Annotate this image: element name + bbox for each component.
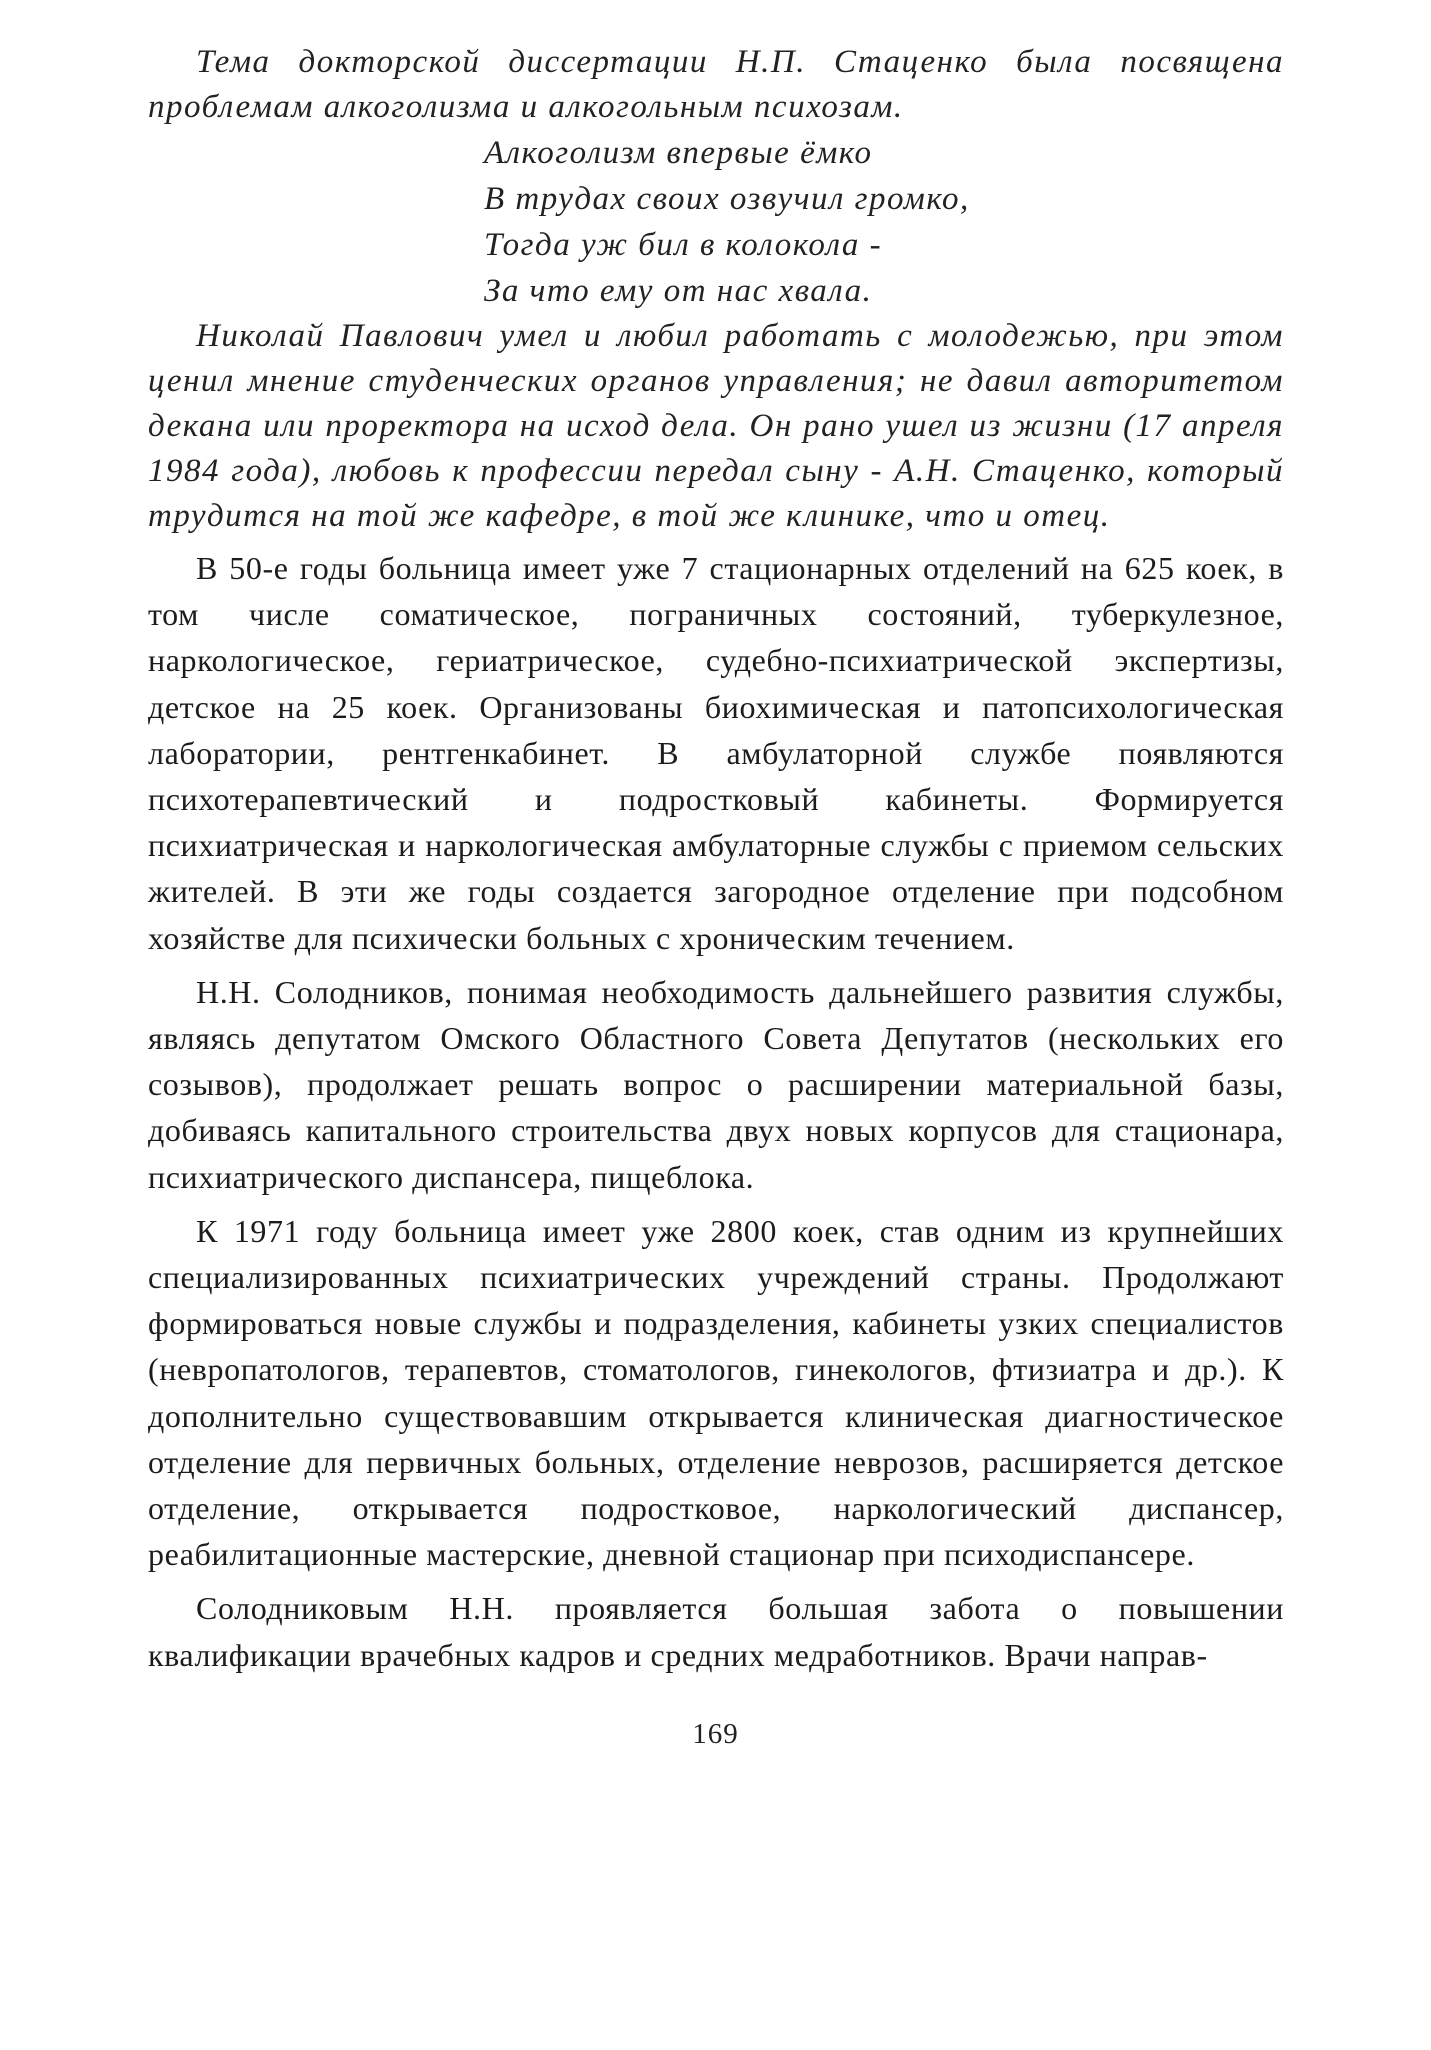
document-page [148,40,1284,1686]
body-paragraph: К 1971 году больница имеет уже 2800 коек, став одним из крупнейших специализированных психиатрических учреждений страны. Продолжают формироваться новые службы и подразделения, кабинеты узких специалистов (невропатологов, терапевтов, стоматологов, гинекологов, фтизиатра и др.). К дополнительно существовавшим открывается клиническая диагностическое отделение для первичных больных, отделение неврозов, расширяется детское отделение, открывается подростковое, наркологический диспансер, реабилитационные мастерские, дневной стационар при психодиспансере. [148,1212,1284,1573]
intro-paragraph: Тема докторской диссертации Н.П. Стаценко была посвящена проблемам алкоголизма и алкогольным психозам. [148,44,1284,125]
tribute-paragraph: Николай Павлович умел и любил работать с молодежью, при этом ценил мнение студенческих органов управления; не давил авторитетом декана или проректора на исход дела. Он рано ушел из жизни (17 апреля 1984 года), любовь к профессии передал сыну - А.Н. Стаценко, который трудится на той же кафедре, в той же клинике, что и отец. [148,318,1284,534]
poem-line: В трудах своих озвучил громко, [484,181,970,217]
poem [484,130,1284,314]
body-paragraph: Солодниковым Н.Н. проявляется большая забота о повышении квалификации врачебных кадров и средних медработников. Врачи направ- [148,1590,1284,1673]
poem-line: За что ему от нас хвала. [484,273,873,309]
poem-line: Тогда уж бил в колокола - [484,227,883,263]
poem-line: Алкоголизм впервые ёмко [484,135,873,171]
body-paragraph: Н.Н. Солодников, понимая необходимость дальнейшего развития службы, являясь депутатом Омского Областного Совета Депутатов (нескольких его созывов), продолжает решать вопрос о расширении материальной базы, добиваясь капитального строительства двух новых корпусов для стационара, психиатрического диспансера, пищеблока. [148,973,1284,1195]
page-number: 169 [692,1718,739,1750]
body-paragraph: В 50-е годы больница имеет уже 7 стационарных отделений на 625 коек, в том числе соматическое, пограничных состояний, туберкулезное, наркологическое, гериатрическое, судебно-психиатрической экспертизы, детское на 25 коек. Организованы биохимическая и патопсихологическая лаборатории, рентгенкабинет. В амбулаторной службе появляются психотерапевтический и подростковый кабинеты. Формируется психиатрическая и наркологическая амбулаторные службы с приемом сельских жителей. В эти же годы создается загородное отделение при подсобном хозяйстве для психически больных с хроническим течением. [148,550,1284,956]
